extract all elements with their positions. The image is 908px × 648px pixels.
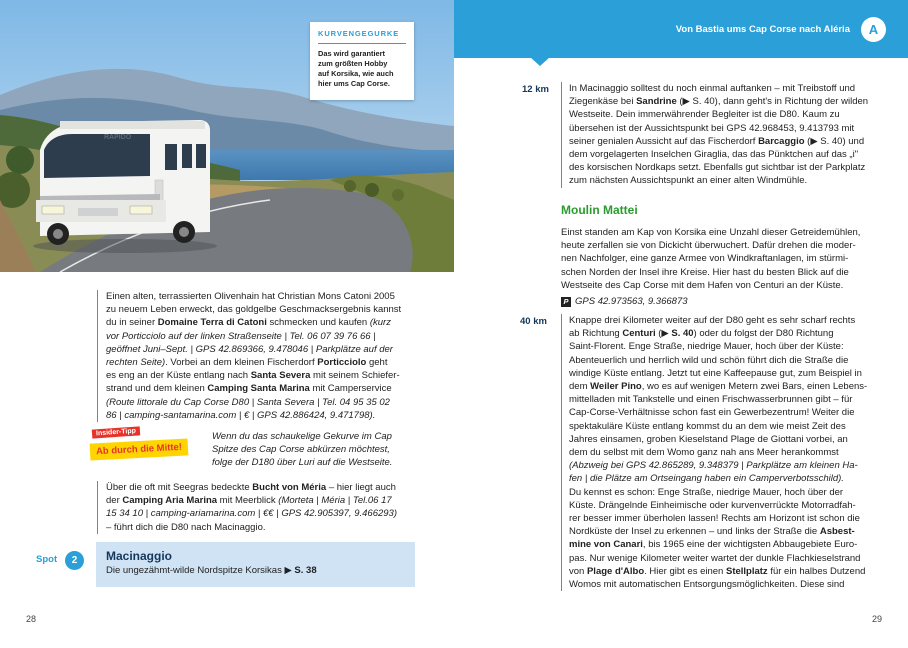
text-line: schen Norden der Insel ihre Kreise. Hier hast du besten Blick auf die [561,266,849,278]
paragraph-bucht-von-meria [97,481,419,534]
text-line: In Macinaggio solltest du noch einmal auftanken – mit Treibstoff und [569,83,856,94]
spot-subtitle: Die ungezähmt-wilde Nordspitze Korsikas [106,565,282,576]
text-line: Spitze des Cap Corse abkürzen möchtest, [212,444,390,456]
place-name: Bucht von Méria [252,482,327,493]
section-title: Moulin Mattei [561,203,638,217]
place-name: Sandrine [636,96,677,108]
text-line: des korsischen Nordkaps setzt. Ebenfalls gut sichtbar ist der Parkplatz [569,162,866,174]
text-line: 15 34 10 | camping-ariamarina.com | €€ | GPS 42.905397, 9.466293) [106,508,397,520]
text-line: Wenn du das schaukelige Gekurve im Cap [212,431,392,442]
campervan-graphic [33,120,217,253]
text-line: (Abzweig bei GPS 42.865289, 9.348379 | Parkplätze am kleinen Ha- [569,460,858,472]
insider-tip [90,428,202,466]
spot-number-badge: 2 [65,551,84,570]
text-line: rechten Seite). Vorbei an dem kleinen Fischerdorf Porticciolo geht [106,357,388,369]
callout-box [310,22,414,100]
text-line: spektakuläre Küste entlang kommst du an dem wie meist Zeit des [569,420,846,432]
text-line: Cap-Corse-Verhältnisse schon fast ein Gewerbezentrum! Weiter die [569,407,855,419]
text-line: der Camping Aria Marina mit Meerblick (Morteta | Méria | Tel.06 17 [106,495,392,507]
text-line: folge der D180 über Luri auf die Westseite. [212,457,393,469]
spot-title: Macinaggio [106,549,173,563]
text-line: ab Richtung Centuri (▶ S. 40) oder du folgst der D80 Richtung [569,328,834,340]
place-name: Camping Santa Marina [207,383,310,395]
text-line: von Plage d'Albo. Hier gibt es einen Stellplatz für ein halbes Dutzend [569,565,866,577]
chapter-badge: A [861,17,886,42]
text-line: Über die oft mit Seegras bedeckte Bucht von Méria – hier liegt auch [106,482,396,493]
text-line: rer besser immer überholen lassen! Rechts am Horizont ist schon die [569,513,860,525]
place-name: Santa Severa [250,370,311,382]
page-number-left: 28 [26,614,37,624]
right-page [454,0,908,648]
paragraph-centuri-route [561,314,901,591]
text-line: dem vorgelagerten Inselchen Giraglia, das das Pünktchen auf das „i" [569,149,859,161]
text-line: Nordküste der Insel zu erkennen – und links der Straße die Asbest- [569,526,855,538]
place-name: Weiler Pino [590,381,642,393]
spot-box[interactable] [96,542,415,587]
chapter-header [454,0,908,58]
distance-marker-12km: 12 km [522,84,549,95]
insider-tip-tag: Ab durch die Mitte! [90,438,189,460]
callout-line: hier ums Cap Corse. [318,79,390,88]
text-line: nen Nachfolger, eine ganze Armee von Windkraftanlagen, im stürmi- [561,253,849,265]
place-name: Camping Aria Marina [122,495,218,507]
text-line: übersehen ist der Aussichtspunkt bei GPS 42.968453, 9.413793 mit [569,122,855,134]
gps-coordinates: GPS 42.973563, 9.366873 [575,296,688,307]
text-line: dem Weiler Pino, wo es auf wenigen Metern zwei Bars, einen Lebens- [569,381,868,393]
text-line: dem du selbst mit dem Womo ganz nah ans Meer herankommst [569,447,839,459]
callout-divider [318,43,406,44]
paragraph-terra-di-catoni [97,290,419,422]
place-name: Plage d'Albo [586,565,645,577]
campervan-photo [0,0,454,272]
text-line: es eng an der Küste entlang nach Santa Severa mit seinem Schiefer- [106,370,400,382]
text-line: Knappe drei Kilometer weiter auf der D80 geht es sehr scharf rechts [569,315,856,326]
place-name: Asbest- [819,526,855,538]
text-line: Jahres einsamen, groben Kieselstand Plage de Giottani vorbei, an [569,433,848,445]
text-line: Abenteuerlich und herrlich wild und schön führt dich die Straße die [569,354,849,366]
place-name: Domaine Terra di Catoni [157,317,267,329]
text-line: windige Küste entlang. Jetzt tut eine Kaffeepause gut, zum Beispiel in [569,367,862,379]
text-line: fen | die Plätze am Ortseingang haben ein Camperverbotsschild). [569,473,844,485]
text-line: (Route littorale du Cap Corse D80 | Santa Severa | Tel. 04 95 35 02 [106,396,390,408]
text-line: 86 | camping-santamarina.com | € | GPS 42.886424, 9.471798). [106,409,376,421]
text-line: – führt dich die D80 nach Macinaggio. [106,521,266,533]
paragraph-macinaggio [561,82,891,188]
callout-line: zum größten Hobby [318,59,388,68]
text-line: strand und dem kleinen Camping Santa Marina mit Camperservice [106,383,392,395]
text-line: geöffnet Juni–Sept. | GPS 42.869366, 9.478046 | Parkplätze auf der [106,343,393,355]
place-name: mine von Canari [569,539,643,551]
distance-marker-40km: 40 km [520,316,547,327]
text-line: Einen alten, terrassierten Olivenhain hat Christian Mons Catoni 2005 [106,291,395,302]
text-line: heute zerfallen sie von Dickicht überwuchert. Dafür drehen die moder- [561,240,856,252]
insider-tip-text [212,430,417,470]
text-line: Küste. Drängelnde Einheimische oder kurvenverrückte Motorradfah- [569,499,856,511]
place-name: Centuri [622,328,656,340]
text-line: pas. Nur wenige Kilometer weiter wartet der dunkle Flachkieselstrand [569,552,861,564]
insider-tip-label: Insider-Tipp [92,426,140,438]
page-number-right: 29 [871,614,882,624]
spot-label: Spot [36,554,58,565]
text-line: mittelladen mit Tankstelle und einen Frischwasserbrunnen gibt – für [569,394,853,406]
place-name: Porticciolo [317,357,367,369]
text-line: Du kennst es schon: Enge Straße, niedrige Mauer, hoch über der [569,486,844,498]
text-line: Womos mit automatischen Entsorgungsmöglichkeiten. Diese sind [569,579,845,591]
rv-badge: RAPIDO [104,134,132,141]
header-notch-marker [530,57,550,66]
callout-line: auf Korsika, wie auch [318,69,394,78]
text-line: Ziegenkäse bei Sandrine (▶ S. 40), dann geht's in Richtung der wilden [569,96,869,108]
text-line: mine von Canari, bis 1965 eine der wichtigsten Abbaugebiete Euro- [569,539,858,551]
callout-line: Das wird garantiert [318,49,385,58]
text-line: Saint-Florent. Enge Straße, niedrige Mauer, hoch über der Küste: [569,341,844,353]
text-line: vor Porticciolo auf der linken Straßenseite | Tel. 06 07 39 76 66 | [106,330,376,342]
callout-text [318,49,406,89]
parking-icon: P [561,297,571,307]
spot-subtitle-line [106,565,405,576]
text-line: zu neuem Leben erweckt, das goldgelbe Geschmacksergebnis kannst [106,304,402,316]
text-line: Westseite. Dein immerwährender Begleiter ist die D80. Kaum zu [569,109,840,121]
text-line: du in seiner Domaine Terra di Catoni schmecken und kaufen (kurz [106,317,391,329]
place-name: Barcaggio [758,135,805,147]
callout-title: KURVENGEGURKE [318,29,400,38]
text-line: Einst standen am Kap von Korsika eine Unzahl dieser Getreidemühlen, [561,227,861,238]
spot-page-reference[interactable]: ▶ S. 38 [284,565,317,576]
text-line: seiner genialen Aussicht auf das Fischerdorf Barcaggio (▶ S. 40) und [569,135,865,147]
chapter-title: Von Bastia ums Cap Corse nach Aléria [675,24,850,35]
paragraph-moulin-mattei [561,226,899,292]
text-line: Westseite des Cap Corse mit dem Hafen von Centuri an der Küste. [561,279,844,291]
text-line: zum nächsten Aussichtspunkt an einer alten Windmühle. [569,175,808,187]
gps-parking-line [561,296,688,307]
